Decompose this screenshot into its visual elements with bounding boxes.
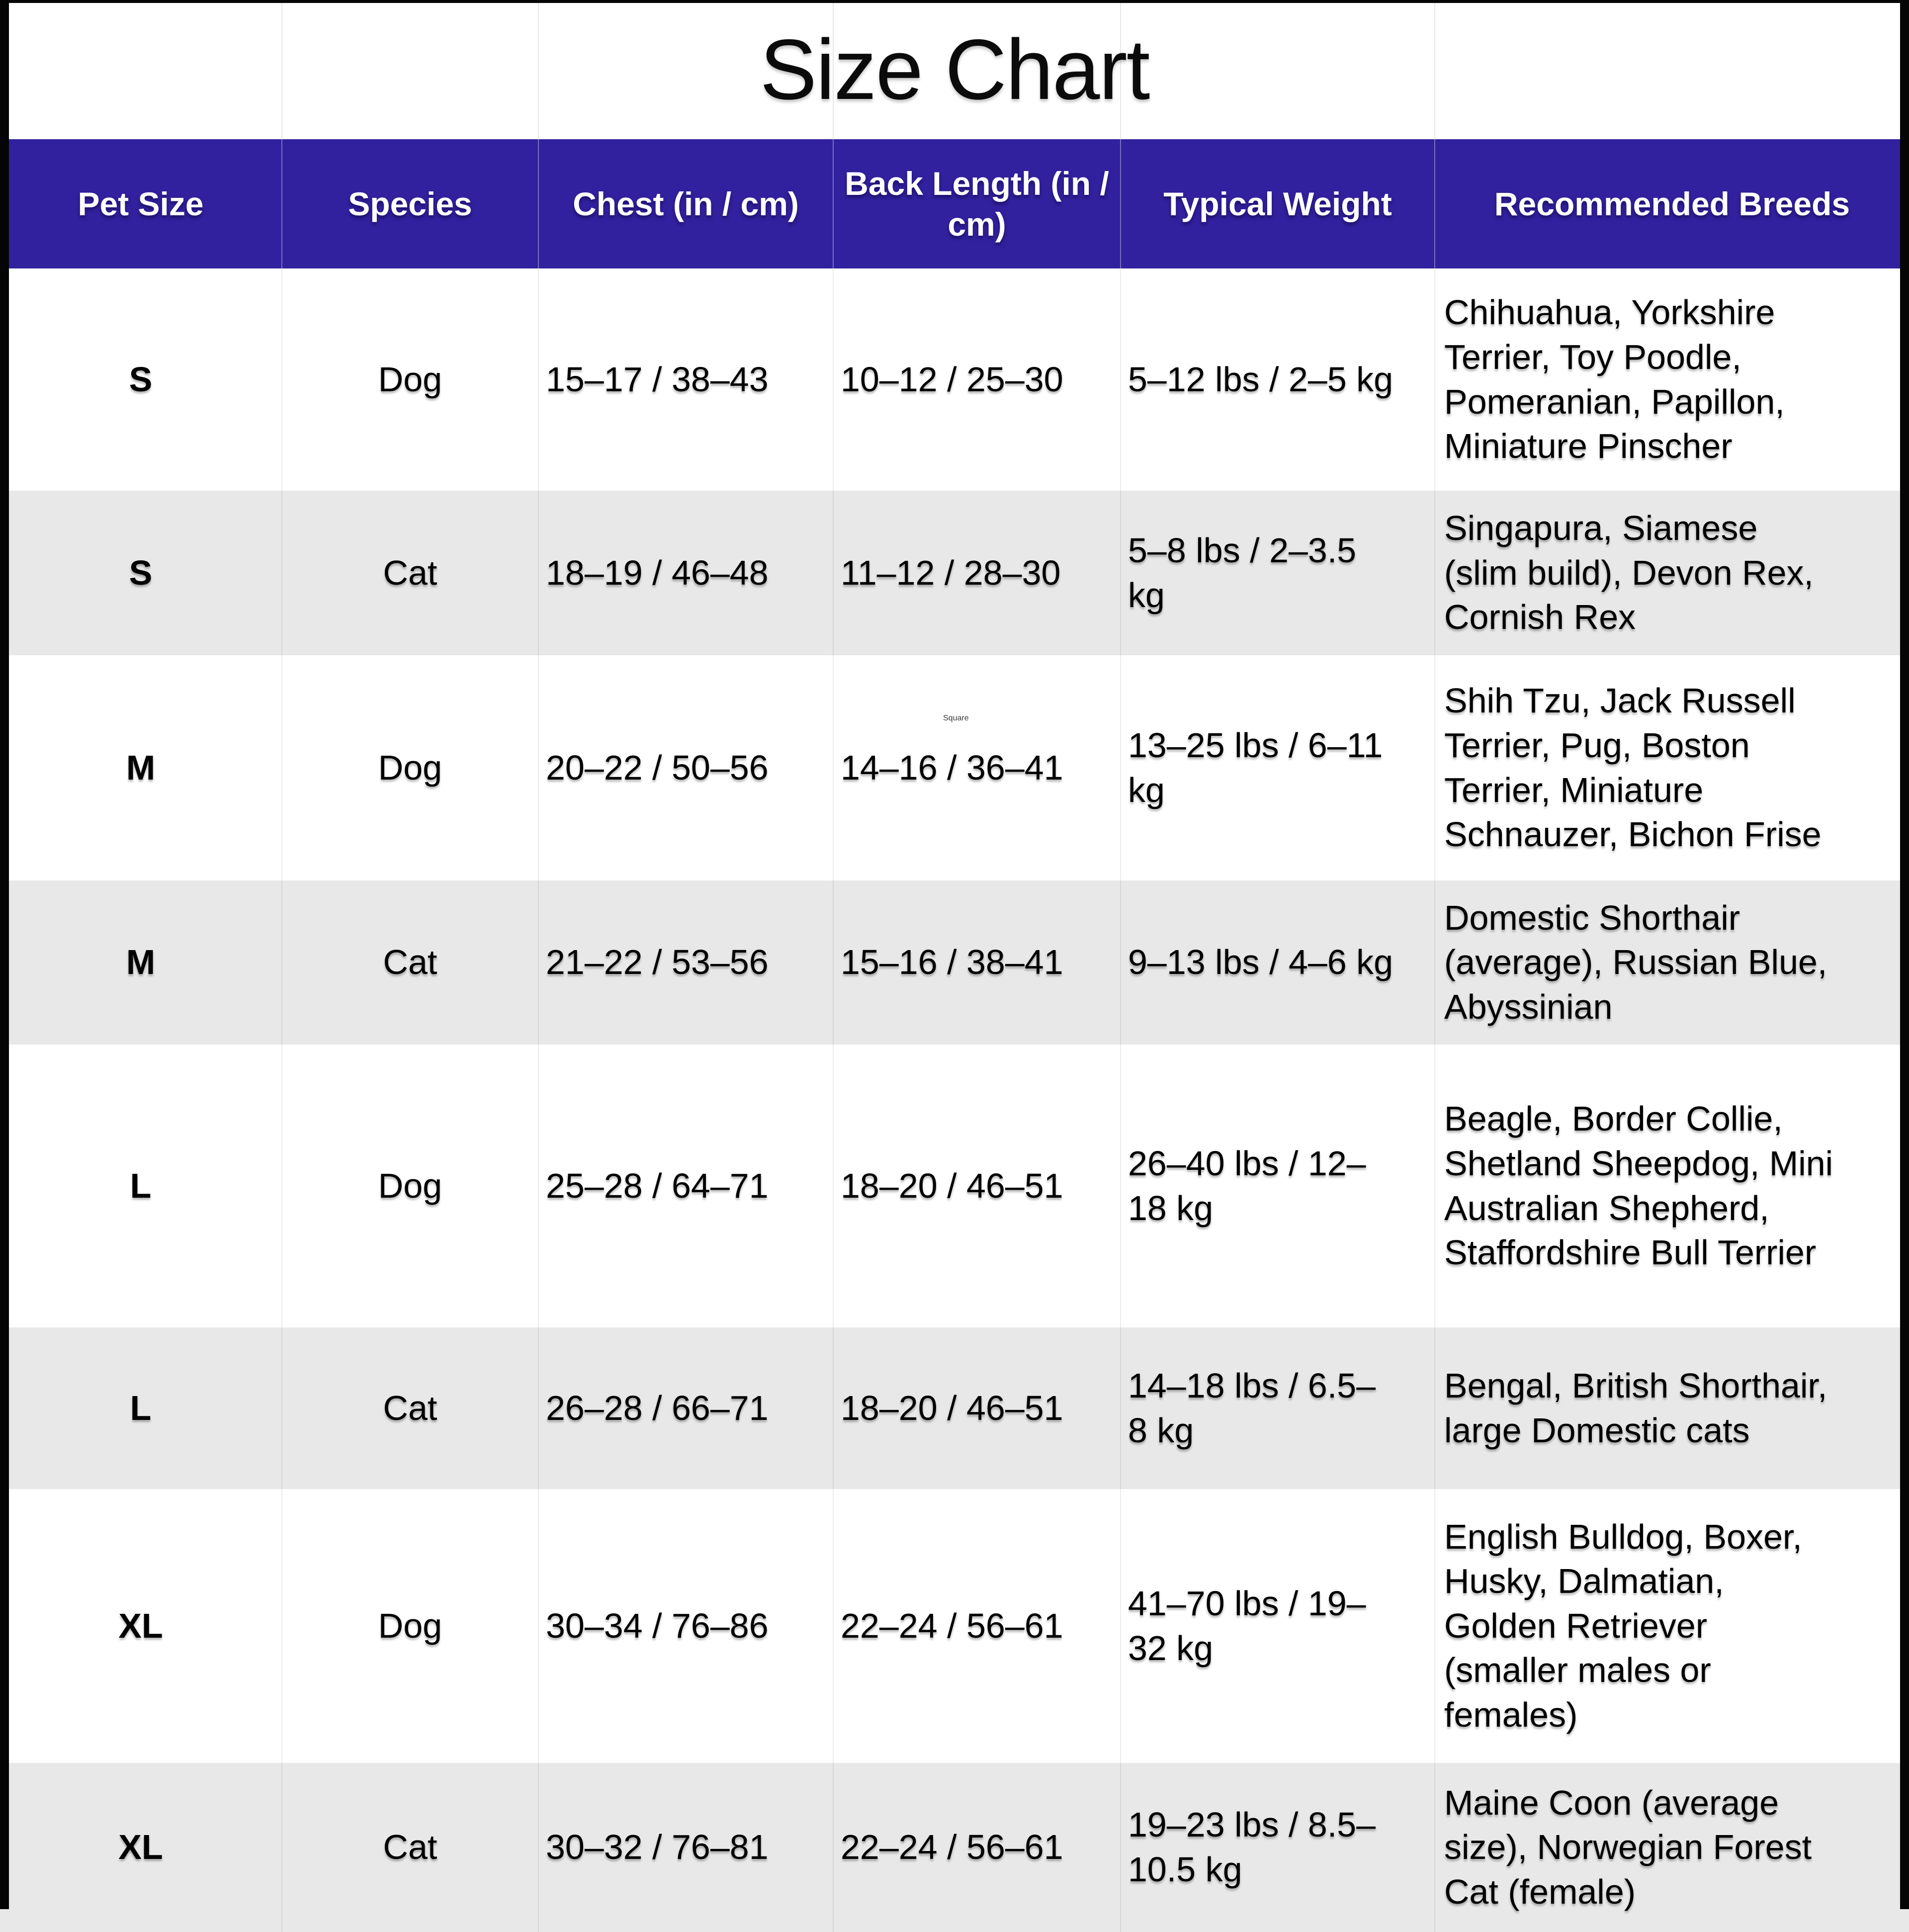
cell-back-length: 14–16 / 36–41 xyxy=(833,655,1120,880)
cell-breeds: Bengal, British Shorthair, large Domestic cats xyxy=(1434,1327,1909,1489)
table-row xyxy=(0,655,1909,880)
cell-back-length: 22–24 / 56–61 xyxy=(833,1763,1120,1932)
cell-breeds: Singapura, Siamese (slim build), Devon Rex, Cornish Rex xyxy=(1434,491,1909,655)
table-row xyxy=(0,1045,1909,1327)
cell-breeds: Shih Tzu, Jack Russell Terrier, Pug, Boston Terrier, Miniature Schnauzer, Bichon Frise xyxy=(1434,655,1909,880)
cell-pet-size: M xyxy=(126,748,156,787)
cell-pet-size: S xyxy=(129,359,153,399)
cell-species: Cat xyxy=(281,880,538,1045)
cell-chest: 25–28 / 64–71 xyxy=(538,1045,833,1327)
cell-species: Dog xyxy=(281,1045,538,1327)
header-cell-chest: Chest (in / cm) xyxy=(538,139,833,268)
header-cell-species: Species xyxy=(281,139,538,268)
cell-chest: 20–22 / 50–56 xyxy=(538,655,833,880)
cell-weight: 26–40 lbs / 12–18 kg xyxy=(1120,1045,1434,1327)
cell-weight: 14–18 lbs / 6.5–8 kg xyxy=(1120,1327,1434,1489)
cell-pet-size: S xyxy=(129,553,153,592)
page-title: Size Chart xyxy=(760,22,1149,117)
cell-chest: 30–32 / 76–81 xyxy=(538,1763,833,1932)
cell-chest: 15–17 / 38–43 xyxy=(538,268,833,491)
cell-chest: 18–19 / 46–48 xyxy=(538,491,833,655)
top-edge-bar xyxy=(0,0,1909,3)
cell-breeds: Maine Coon (average size), Norwegian Forest Cat (female) xyxy=(1434,1763,1909,1932)
table-row xyxy=(0,1327,1909,1489)
table-row xyxy=(0,268,1909,491)
cell-species: Dog xyxy=(281,268,538,491)
cell-species: Cat xyxy=(281,491,538,655)
cell-species: Cat xyxy=(281,1763,538,1932)
cell-weight: 5–12 lbs / 2–5 kg xyxy=(1120,268,1434,491)
cell-back-length: 18–20 / 46–51 xyxy=(833,1327,1120,1489)
cell-pet-size: XL xyxy=(118,1606,163,1645)
cell-species: Cat xyxy=(281,1327,538,1489)
cell-back-length: 10–12 / 25–30 xyxy=(833,268,1120,491)
square-watermark: Square xyxy=(943,714,969,722)
header-cell-typical-weight: Typical Weight xyxy=(1120,139,1434,268)
cell-back-length: 11–12 / 28–30 xyxy=(833,491,1120,655)
cell-species: Dog xyxy=(281,1489,538,1763)
cell-pet-size: M xyxy=(126,943,156,982)
header-cell-back-length: Back Length (in / cm) xyxy=(833,139,1120,268)
cell-breeds: Domestic Shorthair (average), Russian Blue, Abyssinian xyxy=(1434,880,1909,1045)
cell-weight: 19–23 lbs / 8.5–10.5 kg xyxy=(1120,1763,1434,1932)
cell-species: Dog xyxy=(281,655,538,880)
cell-back-length: 15–16 / 38–41 xyxy=(833,880,1120,1045)
cell-breeds: Beagle, Border Collie, Shetland Sheepdog, Mini Australian Shepherd, Staffordshire Bull Terrier xyxy=(1434,1045,1909,1327)
table-row xyxy=(0,880,1909,1045)
header-cell-pet-size: Pet Size xyxy=(78,185,204,222)
cell-chest: 30–34 / 76–86 xyxy=(538,1489,833,1763)
cell-weight: 41–70 lbs / 19–32 kg xyxy=(1120,1489,1434,1763)
cell-weight: 9–13 lbs / 4–6 kg xyxy=(1120,880,1434,1045)
cell-weight: 5–8 lbs / 2–3.5 kg xyxy=(1120,491,1434,655)
cell-pet-size: L xyxy=(130,1166,152,1205)
cell-chest: 26–28 / 66–71 xyxy=(538,1327,833,1489)
table-row xyxy=(0,1489,1909,1763)
right-edge-bar xyxy=(1900,0,1909,1909)
cell-pet-size: XL xyxy=(118,1828,163,1867)
table-row xyxy=(0,1763,1909,1932)
table-header-row xyxy=(0,139,1909,268)
cell-back-length: 22–24 / 56–61 xyxy=(833,1489,1120,1763)
left-edge-bar xyxy=(0,0,9,1909)
cell-weight: 13–25 lbs / 6–11 kg xyxy=(1120,655,1434,880)
size-chart-table xyxy=(0,139,1909,1932)
title-band xyxy=(0,0,1909,139)
cell-breeds: English Bulldog, Boxer, Husky, Dalmatian, Golden Retriever (smaller males or females) xyxy=(1434,1489,1909,1763)
cell-pet-size: L xyxy=(130,1388,152,1427)
cell-chest: 21–22 / 53–56 xyxy=(538,880,833,1045)
cell-breeds: Chihuahua, Yorkshire Terrier, Toy Poodle, Pomeranian, Papillon, Miniature Pinscher xyxy=(1434,268,1909,491)
header-cell-recommended-breeds: Recommended Breeds xyxy=(1434,139,1909,268)
cell-back-length: 18–20 / 46–51 xyxy=(833,1045,1120,1327)
table-row xyxy=(0,491,1909,655)
